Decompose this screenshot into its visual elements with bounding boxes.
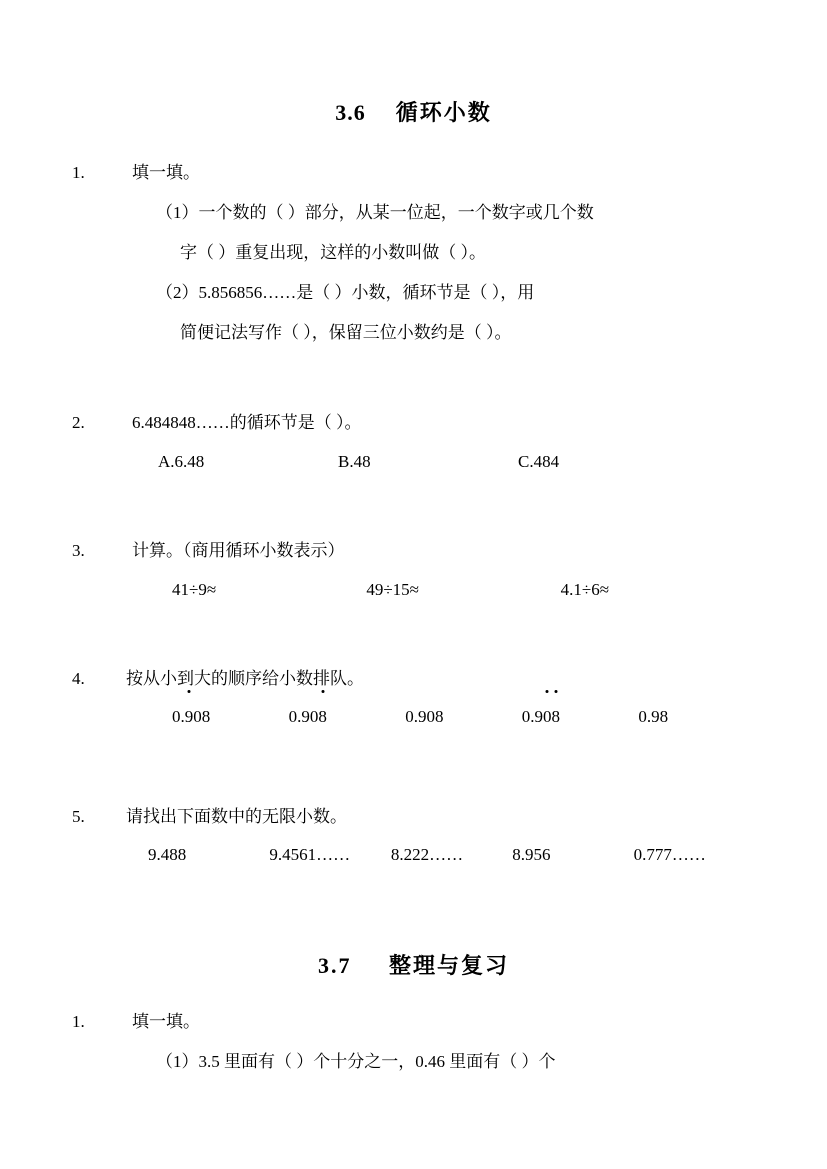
question-5-stem: 请找出下面数中的无限小数。: [126, 807, 347, 826]
question-1-line-3: [72, 273, 755, 313]
question-1-line-4: [72, 313, 755, 353]
question-1-line-4-text: 简便记法写作（ ），保留三位小数约是（ ）。: [180, 323, 512, 342]
question-3-stem-row: [72, 531, 755, 571]
section-heading-text-2: 整理与复习: [388, 953, 509, 978]
spacer: [72, 485, 755, 531]
question-3: [72, 531, 755, 609]
question-3-stem: 计算。（商用循环小数表示）: [132, 541, 345, 560]
decimal-5: 0.98: [638, 707, 669, 726]
option-c[interactable]: C.484: [518, 452, 560, 471]
question-3-items: [72, 571, 755, 609]
question-1-sec2: [72, 1002, 755, 1082]
question-4-stem: 按从小到大的顺序给小数排队。: [126, 669, 364, 688]
spacer: [72, 739, 755, 797]
question-5-numbers: [72, 837, 755, 873]
question-5-stem-row: [72, 797, 755, 837]
question-1-line-1-text: （1）一个数的（ ）部分，从某一位起，一个数字或几个数: [156, 203, 594, 222]
question-1-sec2-line-1-text: （1）3.5 里面有（ ）个十分之一，0.46 里面有（ ）个: [156, 1052, 556, 1071]
question-2-stem-row: [72, 403, 755, 443]
question-5-number: 5.: [72, 807, 85, 826]
question-4-number: 4.: [72, 669, 85, 688]
decimal-1: 0.9 08: [172, 699, 289, 735]
section-title-3-7: [72, 949, 755, 980]
number-5: 0.777……: [633, 845, 706, 864]
question-1-stem: 填一填。: [132, 163, 200, 182]
question-4: [72, 659, 755, 735]
question-2-options: [72, 443, 755, 481]
spacer: [72, 613, 755, 659]
question-1-sec2-line-1: [72, 1042, 755, 1082]
question-1-sec2-stem: 填一填。: [132, 1012, 200, 1031]
option-a[interactable]: A.6.48: [158, 452, 205, 471]
question-2-stem: 6.484848……的循环节是（ ）。: [132, 413, 362, 432]
decimal-3: 0.908: [405, 707, 444, 726]
question-2: [72, 403, 755, 481]
decimal-2: 0.908: [289, 699, 406, 735]
spacer: [72, 357, 755, 403]
question-4-decimals: [72, 699, 755, 735]
calc-item-1: 41÷9≈: [172, 580, 217, 599]
question-2-number: 2.: [72, 413, 85, 432]
calc-item-3: 4.1÷6≈: [560, 580, 610, 599]
question-1-number: 1.: [72, 163, 85, 182]
section-title-3-6: [72, 96, 755, 127]
section-number: 3.6: [335, 100, 366, 125]
question-3-number: 3.: [72, 541, 85, 560]
question-1-sec2-number: 1.: [72, 1012, 85, 1031]
section-number-2: 3.7: [317, 953, 352, 978]
option-b[interactable]: B.48: [338, 452, 371, 471]
number-1: 9.488: [148, 845, 187, 864]
number-4: 8.956: [512, 845, 551, 864]
question-1-line-2: [72, 233, 755, 273]
question-4-stem-row: [72, 659, 755, 699]
calc-item-2: 49÷15≈: [366, 580, 419, 599]
number-2: 9.4561……: [269, 845, 351, 864]
section-heading-text: 循环小数: [395, 100, 492, 125]
question-1-line-3-text: （2）5.856856……是（ ）小数，循环节是（ ），用: [156, 283, 535, 302]
question-1-stem-row: [72, 153, 755, 193]
decimal-4: 0.90 8: [522, 699, 639, 735]
question-1-line-1: [72, 193, 755, 233]
question-1-line-2-text: 字（ ）重复出现，这样的小数叫做（ ）。: [180, 243, 486, 262]
spacer: [72, 877, 755, 935]
question-1: [72, 153, 755, 353]
number-3: 8.222……: [390, 845, 464, 864]
question-1-sec2-stem-row: [72, 1002, 755, 1042]
question-5: [72, 797, 755, 873]
spacer: [72, 935, 755, 949]
